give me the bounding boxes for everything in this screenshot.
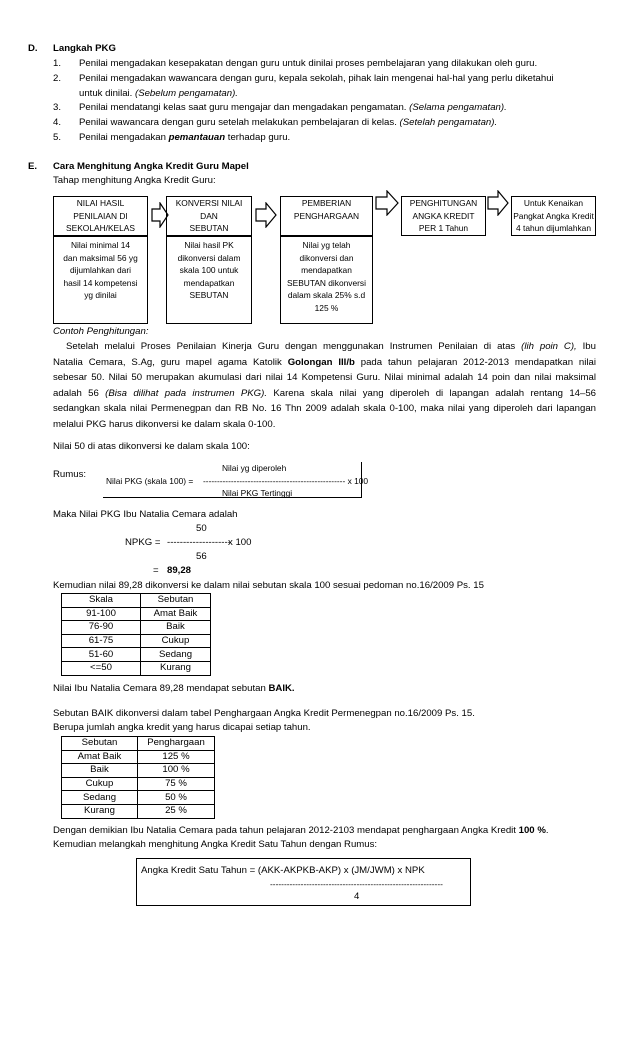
- npkg-equals: =: [153, 565, 159, 576]
- para-line-5: sedangkan skala nilai Permenegpan dan RB No. 16 Thn 2009 adalah skala 0-100, maka nilai yang diperoleh dari lapangan: [53, 403, 596, 415]
- step-text-5: Penilai mengadakan: [79, 132, 169, 143]
- dengan-value: 100 %: [518, 825, 546, 836]
- para-l1c: Ibu: [576, 341, 596, 352]
- table-cell: Kurang: [62, 804, 138, 818]
- maka-text: Maka Nilai PKG Ibu Natalia Cemara adalah: [53, 509, 238, 520]
- table-row: [62, 661, 211, 675]
- flow-box-4-top: [401, 196, 486, 236]
- npkg-fraction-line: --------------------: [167, 537, 231, 548]
- flow-arrow-3: [375, 190, 399, 216]
- table-header-skala: Skala: [62, 594, 141, 608]
- flow-box-5-line-2: Pangkat Angka Kredit: [513, 210, 594, 221]
- flow-box-1-line-3: SEKOLAH/KELAS: [66, 223, 135, 233]
- flow-box-2-desc-1: Nilai hasil PK: [184, 240, 234, 250]
- table-cell: 100 %: [138, 764, 215, 778]
- step-num-2: 2.: [53, 73, 62, 84]
- step-text-2: Penilai mengadakan wawancara dengan guru, kepala sekolah, pihak lain mengenai hal-hal yang perlu diketahui: [79, 73, 554, 84]
- section-e-subtitle: Tahap menghitung Angka Kredit Guru:: [53, 175, 216, 186]
- table-cell: <=50: [62, 661, 141, 675]
- para-line-1: [53, 339, 596, 355]
- final-denominator: 4: [354, 891, 360, 902]
- table-header-sebutan: Sebutan: [141, 594, 211, 608]
- example-paragraph: [53, 339, 596, 433]
- table-cell: 91-100: [62, 607, 141, 621]
- convert-note: Nilai 50 di atas dikonversi ke dalam skala 100:: [53, 441, 250, 452]
- flow-box-2-top: [166, 196, 252, 236]
- flow-box-5-line-3: 4 tahun dijumlahkan: [516, 223, 591, 233]
- flow-box-3-desc-1: Nilai yg telah: [302, 240, 351, 250]
- rumus-denominator: Nilai PKG Tertinggi: [222, 488, 293, 498]
- flow-box-2-desc-4: mendapatkan: [183, 277, 235, 288]
- result-text-line: [53, 683, 295, 694]
- flow-box-3-desc-3: mendapatkan: [301, 265, 352, 275]
- para-line-6: melalui PKG harus dikonversi ke dalam skala 0-100.: [53, 418, 276, 430]
- table-row: [62, 621, 211, 635]
- flow-box-3-desc-2: dikonversi dan: [299, 252, 354, 263]
- flow-box-5-line-1: Untuk Kenaikan: [523, 198, 584, 208]
- step-tail-5: terhadap guru.: [225, 132, 291, 143]
- flow-box-2-bottom: [166, 236, 252, 324]
- table-cell: 50 %: [138, 791, 215, 805]
- para-line-4: [53, 386, 596, 402]
- flow-box-1-line-1: NILAI HASIL: [76, 198, 125, 208]
- flow-box-2-line-2: SEBUTAN: [189, 223, 229, 233]
- flow-arrow-2: [255, 202, 277, 228]
- step-note-4: (Setelah pengamatan).: [399, 117, 498, 128]
- table-cell: 75 %: [138, 777, 215, 791]
- para-l1a: Setelah melalui Proses Penilaian Kinerja Guru dengan menggunakan Instrumen Penilaian di atas: [66, 341, 522, 352]
- para-l2c: pada tahun pelajaran 2012-2013 mendapatkan nilai: [354, 356, 597, 368]
- para-l2b: Golongan III/b: [287, 356, 355, 368]
- example-heading: Contoh Penghitungan:: [53, 326, 149, 337]
- kemudian2-text: Kemudian melangkah menghitung Angka Kredit Satu Tahun dengan Rumus:: [53, 839, 378, 850]
- step-text-2-cont: [79, 88, 238, 99]
- table-row: [62, 791, 215, 805]
- table-cell: Kurang: [141, 661, 211, 675]
- penghargaan-table: [61, 736, 215, 819]
- step-note-2: (Sebelum pengamatan).: [135, 88, 238, 99]
- flow-box-2-desc-5: SEBUTAN: [189, 290, 229, 300]
- step-text-1: Penilai mengadakan kesepakatan dengan guru untuk dinilai proses pembelajaran yang dilakukan oleh guru.: [79, 58, 538, 69]
- flow-box-2-desc-3: skala 100 untuk: [179, 265, 239, 275]
- table-cell: Baik: [62, 764, 138, 778]
- table-cell: 76-90: [62, 621, 141, 635]
- table-row: [62, 594, 211, 608]
- section-d-title: Langkah PKG: [53, 43, 116, 54]
- dengan-text-line: [53, 825, 549, 836]
- rumus-left: Nilai PKG (skala 100) =: [106, 476, 194, 486]
- table-cell: Sedang: [141, 648, 211, 662]
- table-header-sebutan: Sebutan: [62, 737, 138, 751]
- flow-box-3-top: [280, 196, 373, 236]
- step-text-3-line: [79, 102, 507, 113]
- table-cell: Baik: [141, 621, 211, 635]
- table-row: [62, 750, 215, 764]
- para-l4b: (Bisa dilihat pada instrumen PKG).: [105, 387, 268, 399]
- para-line-2: [53, 355, 596, 371]
- result-text: Nilai Ibu Natalia Cemara 89,28 mendapat sebutan: [53, 683, 269, 694]
- section-e-letter: E.: [28, 161, 38, 172]
- table-cell: Sedang: [62, 791, 138, 805]
- para-line-3: sebesar 50. Nilai 50 merupakan akumulasi dari nilai 14 Kompetensi Guru. Nilai minimal adalah 14 poin dan nilai maksimal: [53, 372, 596, 384]
- table-header-penghargaan: Penghargaan: [138, 737, 215, 751]
- flow-box-5-top: [511, 196, 596, 236]
- para-l4c: Karena skala nilai yang diperoleh di lapangan adalah rentang 14–56: [267, 387, 597, 399]
- step-num-4: 4.: [53, 117, 62, 128]
- table-cell: Cukup: [141, 634, 211, 648]
- npkg-result: 89,28: [167, 565, 192, 576]
- flow-box-1-desc-5: yg dinilai: [84, 290, 117, 300]
- table-cell: Amat Baik: [62, 750, 138, 764]
- table-cell: 125 %: [138, 750, 215, 764]
- flow-box-4-line-1: PENGHITUNGAN: [409, 198, 478, 208]
- flow-box-1-top: [53, 196, 148, 236]
- step-text-2-line2: untuk dinilai.: [79, 88, 135, 99]
- table-row: [62, 648, 211, 662]
- step-text-4-line: [79, 117, 497, 128]
- final-fraction-line: --------------------------------------------------------------: [270, 879, 443, 889]
- dengan-period: .: [545, 825, 549, 836]
- final-formula: Angka Kredit Satu Tahun = (AKK-AKPKB-AKP) x (JM/JWM) x NPK: [141, 865, 425, 876]
- flow-box-3-line-1: PEMBERIAN: [301, 198, 352, 208]
- table-row: [62, 764, 215, 778]
- flow-box-1-desc-4: hasil 14 kompetensi: [63, 277, 138, 288]
- step-num-3: 3.: [53, 102, 62, 113]
- flow-box-3-desc-4: SEBUTAN dikonversi: [287, 277, 366, 288]
- npkg-denominator: 56: [196, 551, 207, 562]
- npkg-numerator: 50: [196, 523, 207, 534]
- para-l1b: (lih poin C),: [521, 341, 577, 352]
- result-sebutan: BAIK.: [268, 683, 295, 694]
- sebutan-table: [61, 593, 211, 676]
- berupa-text: Berupa jumlah angka kredit yang harus dicapai setiap tahun.: [53, 722, 311, 733]
- rumus-fraction-line: --------------------------------------------------- x 100: [203, 476, 369, 486]
- dengan-text: Dengan demikian Ibu Natalia Cemara pada tahun pelajaran 2012-2103 mendapat penghargaan Angka Kredit: [53, 825, 519, 836]
- flow-box-1-desc-2: dan maksimal 56 yg: [63, 252, 138, 263]
- rumus-numerator: Nilai yg diperoleh: [222, 463, 287, 473]
- flow-box-1-desc-3: dijumlahkan dari: [70, 265, 131, 275]
- table-row: [62, 607, 211, 621]
- table-cell: 61-75: [62, 634, 141, 648]
- flow-box-3-bottom: [280, 236, 373, 324]
- flow-box-4-line-3: PER 1 Tahun: [418, 223, 469, 233]
- step-num-1: 1.: [53, 58, 62, 69]
- step-text-5-line: [79, 132, 290, 143]
- step-bold-5: pemantauan: [168, 132, 226, 143]
- flow-box-3-line-2: PENGHARGAAN: [293, 210, 360, 221]
- flow-box-3-desc-5: dalam skala 25% s.d: [287, 290, 366, 300]
- table-row: [62, 777, 215, 791]
- table-row: [62, 737, 215, 751]
- para-l2a: Natalia Cemara, S.Ag, guru mapel agama Katolik: [53, 356, 288, 368]
- section-d-letter: D.: [28, 43, 38, 54]
- flow-box-1-desc-1: Nilai minimal 14: [70, 240, 131, 250]
- flow-box-2-desc-2: dikonversi dalam: [177, 252, 241, 263]
- flow-box-4-line-2: ANGKA KREDIT: [412, 210, 475, 221]
- table-cell: 51-60: [62, 648, 141, 662]
- para-l4a: adalah 56: [53, 387, 106, 399]
- flow-box-1-line-2: PENILAIAN DI: [73, 210, 128, 221]
- rumus-label: Rumus:: [53, 469, 87, 480]
- table-row: [62, 634, 211, 648]
- flow-arrow-4: [487, 190, 509, 216]
- npkg-times: x 100: [228, 537, 252, 548]
- step-note-3: (Selama pengamatan).: [409, 102, 507, 113]
- table-cell: 25 %: [138, 804, 215, 818]
- flow-box-1-bottom: [53, 236, 148, 324]
- table-cell: Cukup: [62, 777, 138, 791]
- step-text-3: Penilai mendatangi kelas saat guru mengajar dan mengadakan pengamatan.: [79, 102, 410, 113]
- step-text-4: Penilai wawancara dengan guru setelah melakukan pembelajaran di kelas.: [79, 117, 400, 128]
- baik-note: Sebutan BAIK dikonversi dalam tabel Penghargaan Angka Kredit Permenegpan no.16/2009 Ps. 15.: [53, 708, 475, 719]
- npkg-left: NPKG =: [125, 537, 161, 548]
- table-cell: Amat Baik: [141, 607, 211, 621]
- step-num-5: 5.: [53, 132, 62, 143]
- table-row: [62, 804, 215, 818]
- flow-box-2-line-1: KONVERSI NILAI DAN: [175, 198, 243, 221]
- flow-box-3-desc-6: 125 %: [314, 302, 339, 313]
- section-e-title: Cara Menghitung Angka Kredit Guru Mapel: [53, 161, 249, 172]
- kemudian-text: Kemudian nilai 89,28 dikonversi ke dalam nilai sebutan skala 100 sesuai pedoman no.16/2009 Ps. 15: [53, 580, 484, 591]
